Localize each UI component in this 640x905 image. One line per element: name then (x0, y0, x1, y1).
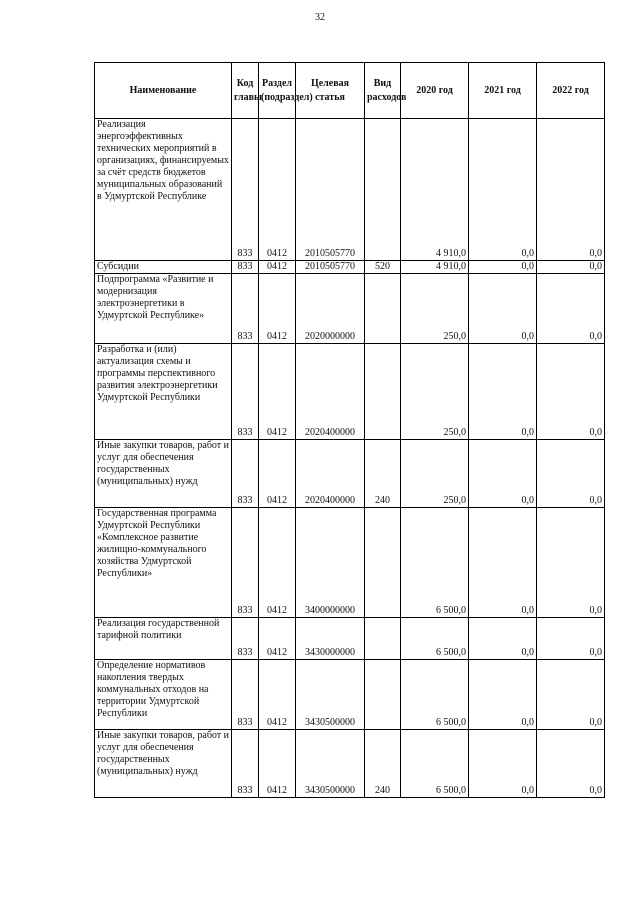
table-row (95, 344, 605, 440)
row-name: Субсидии (95, 261, 232, 274)
row-type: 240 (365, 440, 401, 508)
row-type: 520 (365, 261, 401, 274)
row-target: 2020000000 (296, 274, 365, 344)
header-code: Код главы (232, 63, 259, 119)
row-section: 0412 (259, 618, 296, 660)
header-2022: 2022 год (537, 63, 605, 119)
header-row (95, 63, 605, 119)
row-section: 0412 (259, 261, 296, 274)
row-type (365, 274, 401, 344)
row-target: 2010505770 (296, 261, 365, 274)
table-row (95, 618, 605, 660)
row-section: 0412 (259, 660, 296, 730)
row-2021: 0,0 (469, 508, 537, 618)
row-type (365, 618, 401, 660)
row-type (365, 344, 401, 440)
row-name: Реализация государственной тарифной политики (95, 618, 232, 660)
row-2020: 6 500,0 (401, 730, 469, 798)
budget-table (94, 62, 605, 798)
table-row (95, 508, 605, 618)
row-name: Иные закупки товаров, работ и услуг для обеспечения государственных (муниципальных) нужд (95, 730, 232, 798)
row-2022: 0,0 (537, 119, 605, 261)
table-row (95, 274, 605, 344)
header-section: Раздел (подраздел) (259, 63, 296, 119)
row-code: 833 (232, 261, 259, 274)
page-number: 32 (315, 12, 325, 23)
row-target: 3430000000 (296, 618, 365, 660)
row-type (365, 119, 401, 261)
row-section: 0412 (259, 274, 296, 344)
row-code: 833 (232, 119, 259, 261)
row-2020: 250,0 (401, 344, 469, 440)
row-2020: 6 500,0 (401, 660, 469, 730)
table-row (95, 261, 605, 274)
table-row (95, 660, 605, 730)
row-name: Разработка и (или) актуализация схемы и программы перспективного развития электроэнергетики Удмуртской Республики (95, 344, 232, 440)
header-name: Наименование (95, 63, 232, 119)
row-2021: 0,0 (469, 730, 537, 798)
row-2020: 4 910,0 (401, 119, 469, 261)
row-name: Определение нормативов накопления твердых коммунальных отходов на территории Удмуртской Республики (95, 660, 232, 730)
row-2020: 6 500,0 (401, 618, 469, 660)
row-2022: 0,0 (537, 344, 605, 440)
row-2021: 0,0 (469, 274, 537, 344)
row-type (365, 508, 401, 618)
row-2021: 0,0 (469, 119, 537, 261)
table-row (95, 730, 605, 798)
row-name: Подпрограмма «Развитие и модернизация электроэнергетики в Удмуртской Республике» (95, 274, 232, 344)
row-2022: 0,0 (537, 261, 605, 274)
row-section: 0412 (259, 119, 296, 261)
header-2021: 2021 год (469, 63, 537, 119)
row-target: 3430500000 (296, 660, 365, 730)
row-name: Государственная программа Удмуртской Республики «Комплексное развитие жилищно-коммунального хозяйства Удмуртской Республики» (95, 508, 232, 618)
row-target: 3430500000 (296, 730, 365, 798)
row-section: 0412 (259, 440, 296, 508)
row-2020: 6 500,0 (401, 508, 469, 618)
row-name: Иные закупки товаров, работ и услуг для обеспечения государственных (муниципальных) нужд (95, 440, 232, 508)
row-2021: 0,0 (469, 261, 537, 274)
row-code: 833 (232, 344, 259, 440)
row-2021: 0,0 (469, 660, 537, 730)
row-type (365, 660, 401, 730)
row-2021: 0,0 (469, 618, 537, 660)
row-code: 833 (232, 508, 259, 618)
row-code: 833 (232, 730, 259, 798)
table-row (95, 119, 605, 261)
row-code: 833 (232, 618, 259, 660)
row-target: 2010505770 (296, 119, 365, 261)
row-target: 2020400000 (296, 344, 365, 440)
header-type: Вид расходов (365, 63, 401, 119)
row-section: 0412 (259, 508, 296, 618)
row-code: 833 (232, 440, 259, 508)
row-2022: 0,0 (537, 618, 605, 660)
row-name: Реализация энергоэффективных технических мероприятий в организациях, финансируемых за счёт средств бюджетов муниципальных образований в Удмуртской Республике (95, 119, 232, 261)
row-2020: 250,0 (401, 440, 469, 508)
row-2022: 0,0 (537, 440, 605, 508)
row-2022: 0,0 (537, 274, 605, 344)
header-target: Целевая статья (296, 63, 365, 119)
header-2020: 2020 год (401, 63, 469, 119)
row-2022: 0,0 (537, 730, 605, 798)
row-section: 0412 (259, 730, 296, 798)
row-2022: 0,0 (537, 660, 605, 730)
table-row (95, 440, 605, 508)
row-section: 0412 (259, 344, 296, 440)
row-target: 2020400000 (296, 440, 365, 508)
row-code: 833 (232, 660, 259, 730)
row-2021: 0,0 (469, 344, 537, 440)
row-2021: 0,0 (469, 440, 537, 508)
row-type: 240 (365, 730, 401, 798)
row-target: 3400000000 (296, 508, 365, 618)
row-code: 833 (232, 274, 259, 344)
row-2022: 0,0 (537, 508, 605, 618)
row-2020: 4 910,0 (401, 261, 469, 274)
row-2020: 250,0 (401, 274, 469, 344)
